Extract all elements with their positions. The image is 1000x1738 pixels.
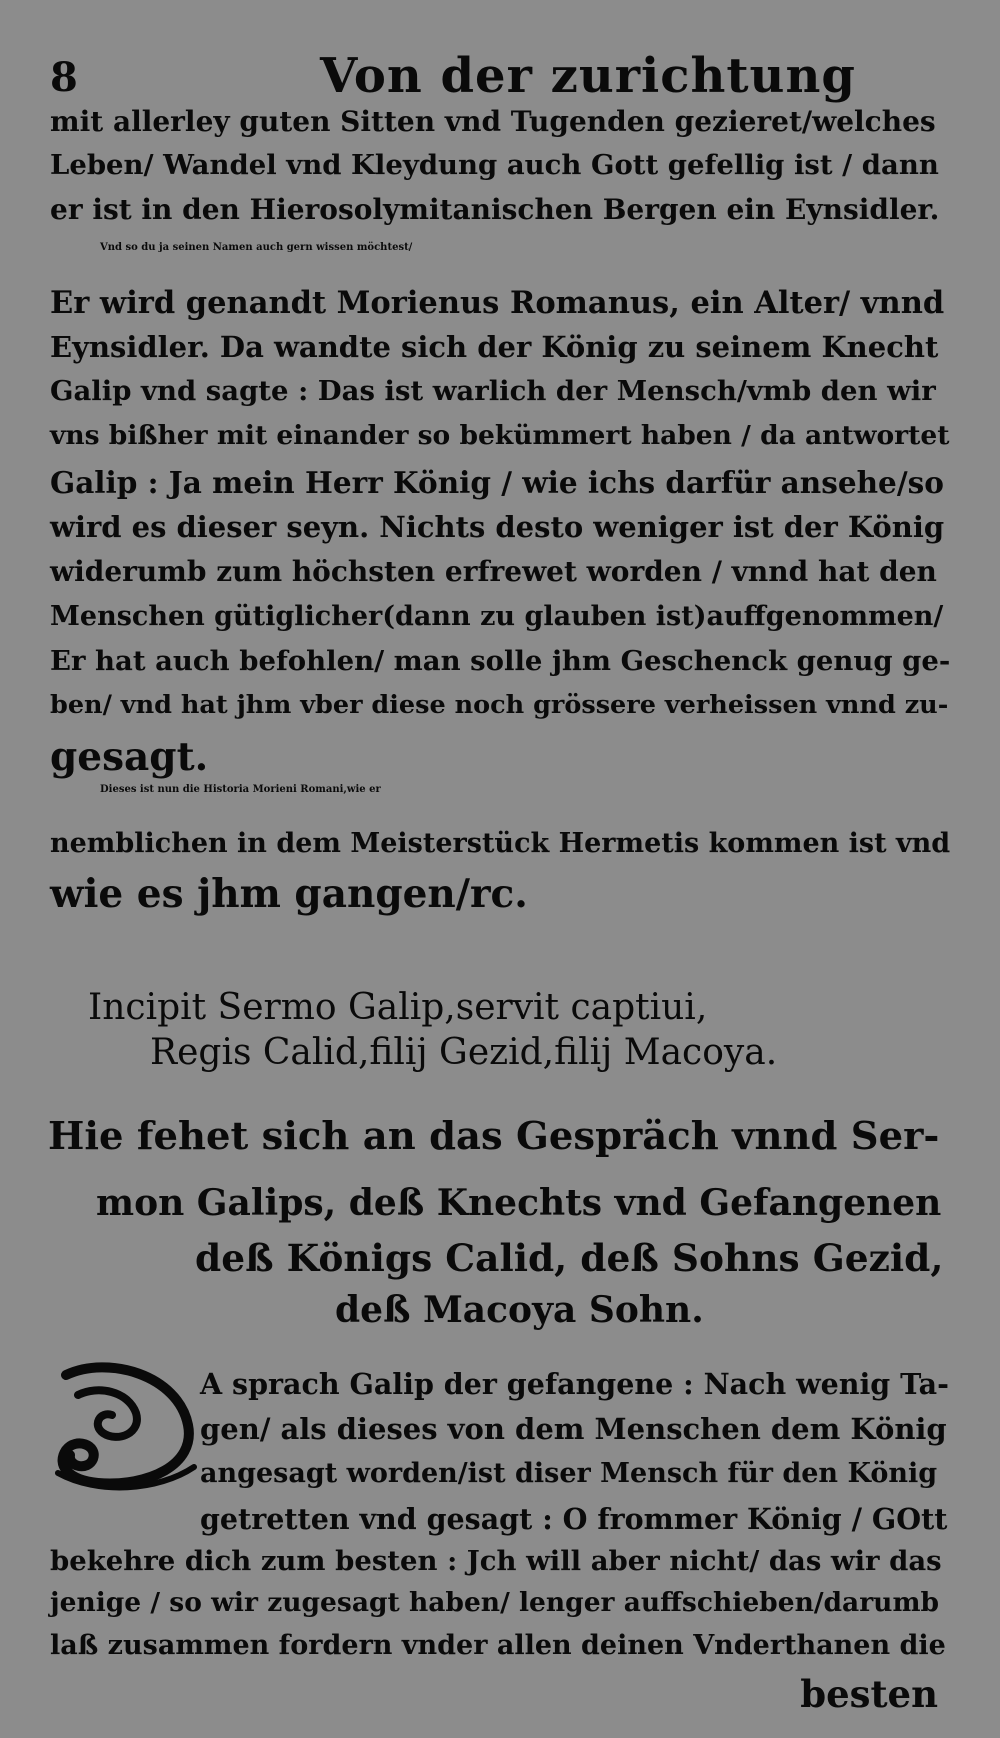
text-line: mit allerley guten Sitten vnd Tugenden gezieret/welches bbox=[50, 105, 936, 138]
page-header bbox=[50, 48, 950, 108]
section-title-line: mon Galips, deß Knechts vnd Gefangenen bbox=[96, 1182, 942, 1224]
text-line: A sprach Galip der gefangene : Nach wenig Ta- bbox=[200, 1367, 949, 1401]
text-line: bekehre dich zum besten : Jch will aber nicht/ das wir das bbox=[50, 1545, 942, 1577]
text-line: laß zusammen fordern vnder allen deinen Vnderthanen die bbox=[50, 1630, 946, 1661]
text-line: widerumb zum höchsten erfrewet worden / vnnd hat den bbox=[50, 555, 937, 588]
text-line: wie es jhm gangen/rc. bbox=[50, 871, 528, 917]
decorated-initial bbox=[48, 1355, 198, 1495]
text-line: jenige / so wir zugesagt haben/ lenger auffschieben/darumb bbox=[50, 1587, 940, 1618]
section-title-line: Hie fehet sich an das Gespräch vnnd Ser- bbox=[48, 1114, 940, 1159]
initial-d-icon bbox=[48, 1355, 198, 1495]
text-line: ben/ vnd hat jhm vber diese noch grössere verheissen vnnd zu- bbox=[50, 690, 949, 720]
text-line: Menschen gütiglicher(dann zu glauben ist)auffgenommen/ bbox=[50, 601, 944, 632]
running-head: Von der zurichtung bbox=[320, 48, 856, 104]
text-line: Er wird genandt Morienus Romanus, ein Alter/ vnnd bbox=[50, 285, 945, 321]
text-line: Dieses ist nun die Historia Morieni Romani,wie er bbox=[100, 784, 381, 795]
catchword: besten bbox=[800, 1672, 938, 1716]
text-line: Er hat auch befohlen/ man solle jhm Geschenck genug ge- bbox=[50, 645, 951, 677]
text-line: Eynsidler. Da wandte sich der König zu seinem Knecht bbox=[50, 330, 939, 364]
latin-heading-line: Regis Calid,filij Gezid,filij Macoya. bbox=[150, 1032, 778, 1073]
text-line: Leben/ Wandel vnd Kleydung auch Gott gefellig ist / dann bbox=[50, 149, 939, 181]
page-number: 8 bbox=[50, 54, 78, 101]
text-line: Galip : Ja mein Herr König / wie ichs darfür ansehe/so bbox=[50, 465, 944, 500]
text-line: nemblichen in dem Meisterstück Hermetis kommen ist vnd bbox=[50, 828, 951, 859]
text-line: gesagt. bbox=[50, 734, 209, 780]
text-line: gen/ als dieses von dem Menschen dem König bbox=[200, 1412, 947, 1446]
section-title-line: deß Macoya Sohn. bbox=[335, 1289, 704, 1331]
latin-heading-line: Incipit Sermo Galip,servit captiui, bbox=[88, 987, 708, 1028]
text-line: getretten vnd gesagt : O frommer König / GOtt bbox=[200, 1502, 948, 1536]
text-line: wird es dieser seyn. Nichts desto weniger ist der König bbox=[50, 510, 945, 544]
text-line: Vnd so du ja seinen Namen auch gern wissen möchtest/ bbox=[100, 242, 413, 253]
section-title-line: deß Königs Calid, deß Sohns Gezid, bbox=[195, 1236, 944, 1280]
initial-letter bbox=[108, 1395, 109, 1396]
text-line: angesagt worden/ist diser Mensch für den König bbox=[200, 1458, 938, 1489]
text-line: er ist in den Hierosolymitanischen Bergen ein Eynsidler. bbox=[50, 193, 940, 226]
text-line: vns bißher mit einander so bekümmert haben / da antwortet bbox=[50, 420, 950, 451]
text-line: Galip vnd sagte : Das ist warlich der Mensch/vmb den wir bbox=[50, 375, 936, 407]
